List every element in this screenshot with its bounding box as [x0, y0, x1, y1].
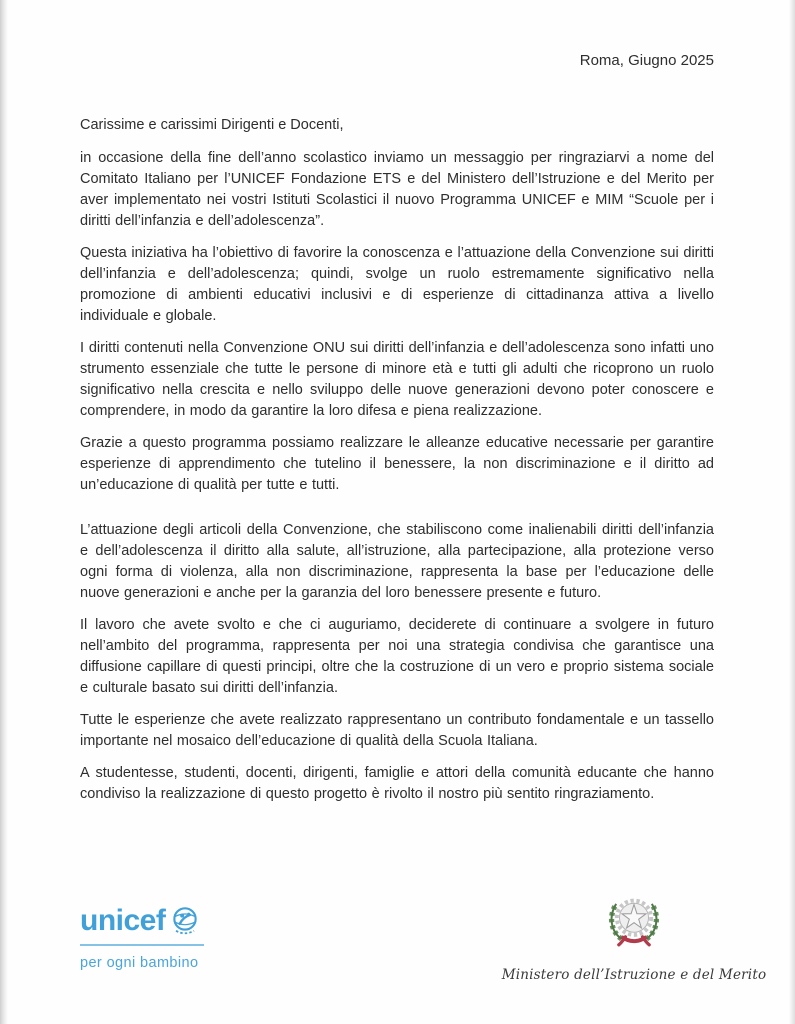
letter-paragraph: Tutte le esperienze che avete realizzato rappresentano un contributo fondamentale e un tassello importante nel mosaico dell’educazione di qualità della Scuola Italiana. — [80, 712, 714, 749]
ministry-logo — [500, 890, 768, 983]
letter-paragraph: Il lavoro che avete svolto e che ci auguriamo, deciderete di continuare a svolgere in futuro nell’ambito del programma, rappresenta per noi una strategia condivisa che garantisce una diffusione capillare di questi principi, oltre che la costruzione di un vero e proprio sistema sociale e culturale basato sui diritti dell’infanzia. — [80, 617, 714, 696]
letter-body — [80, 0, 714, 805]
unicef-globe-icon — [167, 903, 203, 939]
unicef-divider — [80, 944, 204, 946]
letter-paragraph: Grazie a questo programma possiamo realizzare le alleanze educative necessarie per garantire esperienze di apprendimento che tutelino il benessere, la non discriminazione e il diritto ad un’educazione di qualità per tutte e tutti. — [80, 435, 714, 493]
letter-paragraph: in occasione della fine dell’anno scolastico inviamo un messaggio per ringraziarvi a nome del Comitato Italiano per l’UNICEF Fondazione ETS e del Ministero dell’Istruzione e del Merito per aver implementato nei vostri Istituti Scolastici il nuovo Programma UNICEF e MIM “Scuole per i diritti dell’infanzia e dell’adolescenza”. — [80, 150, 714, 229]
letter-paragraph: Questa iniziativa ha l’obiettivo di favorire la conoscenza e l’attuazione della Convenzione sui diritti dell’infanzia e dell’adolescenza; quindi, svolge un ruolo estremamente significativo nella promozione di ambienti educativi inclusivi e di esperienze di cittadinanza attiva a livello individuale e globale. — [80, 245, 714, 324]
unicef-logo — [80, 903, 204, 971]
salutation: Carissime e carissimi Dirigenti e Docenti, — [80, 117, 344, 133]
unicef-tagline: per ogni bambino — [80, 955, 199, 971]
scan-edge-right — [789, 0, 795, 1024]
italy-emblem-icon — [601, 890, 667, 956]
letter-paragraph: A studentesse, studenti, docenti, dirigenti, famiglie e attori della comunità educante che hanno condiviso la realizzazione di questo progetto è rivolto il nostro più sentito ringraziamento. — [80, 765, 714, 802]
ministry-name: Ministero dell’Istruzione e del Merito — [501, 967, 767, 983]
unicef-wordmark: unicef — [80, 904, 166, 937]
letter-paragraph: L’attuazione degli articoli della Convenzione, che stabiliscono come inalienabili diritti dell’infanzia e dell’adolescenza il diritto alla salute, all’istruzione, alla partecipazione, alla protezione verso ogni forma di violenza, alla non discriminazione, rappresenta la base per l’educazione delle nuove generazioni e anche per la garanzia del loro benessere presente e futuro. — [80, 522, 714, 601]
letter-paragraph: I diritti contenuti nella Convenzione ONU sui diritti dell’infanzia e dell’adolescenza sono infatti uno strumento essenziale che tutte le persone di minore età e tutti gli adulti che ricoprono un ruolo significativo nella crescita e nello sviluppo delle nuove generazioni devono poter conoscere e comprendere, in modo da garantire la loro difesa e piena realizzazione. — [80, 340, 714, 419]
dateline: Roma, Giugno 2025 — [579, 52, 714, 69]
scan-edge-left — [0, 0, 8, 1024]
